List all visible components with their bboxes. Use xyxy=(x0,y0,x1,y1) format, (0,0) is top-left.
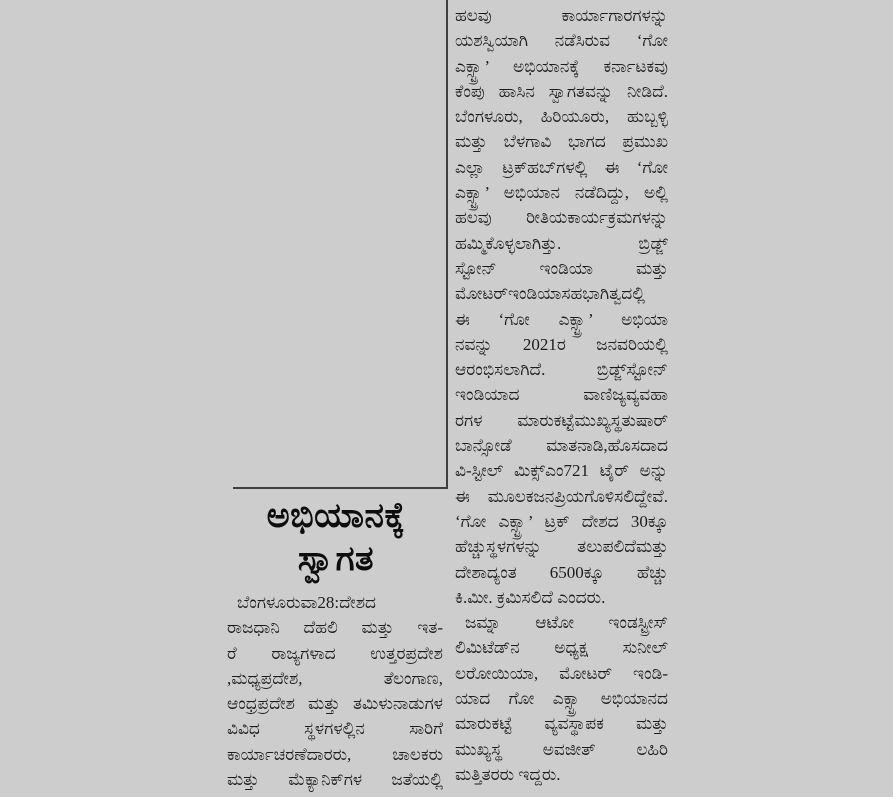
text-line: ಮತ್ತು ಮೆಕ್ಯಾನಿಕ್‌ಗಳ ಜತೆಯಲ್ಲಿ xyxy=(227,770,443,790)
text-line: ಕಿ.ಮೀ. ಕ್ರಮಿಸಲಿದೆ ಎಂದರು. xyxy=(455,587,606,607)
text-line: ಜಮ್ನಾ ಆಟೋ ಇಂಡಸ್ಟ್ರೀಸ್ xyxy=(465,613,668,633)
text-line: ಈ ‘ಗೋ ಎಕ್ಸ್ಟ್ರಾ’ ಅಭಿಯಾ xyxy=(455,309,668,329)
text-line: ಬೆಂಗಳೂರುವಾ28:ದೇಶದ xyxy=(237,593,376,612)
article-right-column-body xyxy=(455,3,668,787)
column-divider-vertical-rule xyxy=(446,0,448,488)
text-line: ಹಲವು ಕಾರ್ಯಾಗಾರಗಳನ್ನು xyxy=(455,6,668,25)
text-line: ರಾಜಧಾನಿ ದೆಹಲಿ ಮತ್ತು ಇತ- xyxy=(227,618,443,638)
text-line: ಹಮ್ಮಿಕೊಳ್ಳಲಾಗಿತ್ತು. ಬ್ರಿಡ್ಜ್ xyxy=(455,233,668,253)
text-line: ಬಾನ್ಸೋಡೆ ಮಾತನಾಡಿ,ಹೊಸದಾದ xyxy=(455,436,668,456)
text-line: ನವನ್ನು 2021ರ ಜನವರಿಯಲ್ಲಿ xyxy=(455,334,668,354)
article-top-horizontal-rule xyxy=(233,487,448,489)
text-line: ರೆ ರಾಜ್ಯಗಳಾದ ಉತ್ತರಪ್ರದೇಶ xyxy=(227,643,443,663)
headline-line-2: ಸ್ವಾಗತ xyxy=(297,539,375,578)
text-line: ಬೆಂಗಳೂರು, ಹಿರಿಯೂರು, ಹುಬ್ಬಳ್ಳಿ xyxy=(455,107,668,127)
text-line: ಎಕ್ಸ್ಟ್ರಾ’ ಅಭಿಯಾನ ನಡೆದಿದ್ದು, ಅಲ್ಲಿ xyxy=(455,183,668,203)
text-line: ಈ ಮೂಲಕಜನಪ್ರಿಯಗೊಳಿಸಲಿದ್ದೇವೆ. xyxy=(455,486,668,506)
text-line: ,ಮಧ್ಯಪ್ರದೇಶ, ತೆಲಂಗಾಣ, xyxy=(227,668,443,688)
text-line: ಮುಖ್ಯಸ್ಥ ಅವಜೀತ್ ಲಹಿರಿ xyxy=(455,739,668,759)
text-line: ಲಿಮಿಟೆಡ್‌ನ ಅಧ್ಯಕ್ಷ ಸುನೀಲ್ xyxy=(455,638,668,658)
text-line: ಎಕ್ಸ್ಟ್ರಾ’ ಅಭಿಯಾನಕ್ಕೆ ಕರ್ನಾಟಕವು xyxy=(455,56,668,76)
text-line: ಸ್ಟೋನ್ ಇಂಡಿಯಾ ಮತ್ತು xyxy=(455,258,668,278)
text-line: ಆರಂಭಿಸಲಾಗಿದೆ. ಬ್ರಿಡ್ಜ್‌ಸ್ಟೋನ್ xyxy=(455,360,668,380)
text-line: ಮೋಟರ್‌ಇಂಡಿಯಾಸಹಭಾಗಿತ್ವದಲ್ಲಿ xyxy=(455,284,646,304)
text-line: ಯಶಸ್ವಿಯಾಗಿ ನಡೆಸಿರುವ ‘ಗೋ xyxy=(455,31,668,51)
text-line: ಕೆಂಪು ಹಾಸಿನ ಸ್ವಾಗತವನ್ನು ನೀಡಿದೆ. xyxy=(455,81,668,101)
text-line: ಮತ್ತಿತರರು ಇದ್ದರು. xyxy=(455,764,561,784)
article-left-column-body xyxy=(227,590,443,792)
text-line: ಹೆಚ್ಚುಸ್ಥಳಗಳನ್ನು ತಲುಪಲಿದೆಮತ್ತು xyxy=(455,537,668,557)
text-line: ಕಾರ್ಯಾಚರಣೆದಾರರು, ಚಾಲಕರು xyxy=(227,744,443,764)
text-line: ಎಲ್ಲಾ ಟ್ರಕ್‌ಹಬ್‌ಗಳಲ್ಲಿ ಈ ‘ಗೋ xyxy=(455,157,668,177)
text-line: ಆಂಧ್ರಪ್ರದೇಶ ಮತ್ತು ತಮಿಳುನಾಡುಗಳ xyxy=(227,694,443,714)
article-headline xyxy=(228,494,444,580)
text-line: ಲರೋಯಿಯಾ, ಮೋಟರ್ ಇಂಡಿ- xyxy=(455,663,668,683)
text-line: ವಿ-ಸ್ಟೀಲ್ ಮಿಕ್ಸ್ಎಂ721 ಟೈರ್ ಅನ್ನು xyxy=(455,461,668,481)
text-line: ಯಾದ ಗೋ ಎಕ್ಸ್ಟ್ರಾ ಅಭಿಯಾನದ xyxy=(455,689,668,709)
text-line: ವಿವಿಧ ಸ್ಥಳಗಳಲ್ಲಿನ ಸಾರಿಗೆ xyxy=(227,719,443,739)
text-line: ರಗಳ ಮಾರುಕಟ್ಟೆಮುಖ್ಯಸ್ಥತುಷಾರ್ xyxy=(455,410,668,430)
text-line: ‘ಗೋ ಎಕ್ಸ್ಟ್ರಾ’ ಟ್ರಕ್ ದೇಶದ 30ಕ್ಕೂ xyxy=(455,511,668,531)
text-line: ಮಾರುಕಟ್ಟೆ ವ್ಯವಸ್ಥಾಪಕ ಮತ್ತು xyxy=(455,714,668,734)
text-line: ಮತ್ತು ಬೆಳಗಾವಿ ಭಾಗದ ಪ್ರಮುಖ xyxy=(455,132,668,152)
text-line: ದೇಶಾದ್ಯಂತ 6500ಕ್ಕೂ ಹೆಚ್ಚು xyxy=(455,562,668,582)
headline-line-1: ಅಭಿಯಾನಕ್ಕೆ xyxy=(266,496,406,535)
text-line: ಹಲವು ರೀತಿಯಕಾರ್ಯಕ್ರಮಗಳನ್ನು xyxy=(455,208,668,228)
text-line: ಇಂಡಿಯಾದ ವಾಣಿಜ್ಯವ್ಯವಹಾ xyxy=(455,385,668,405)
